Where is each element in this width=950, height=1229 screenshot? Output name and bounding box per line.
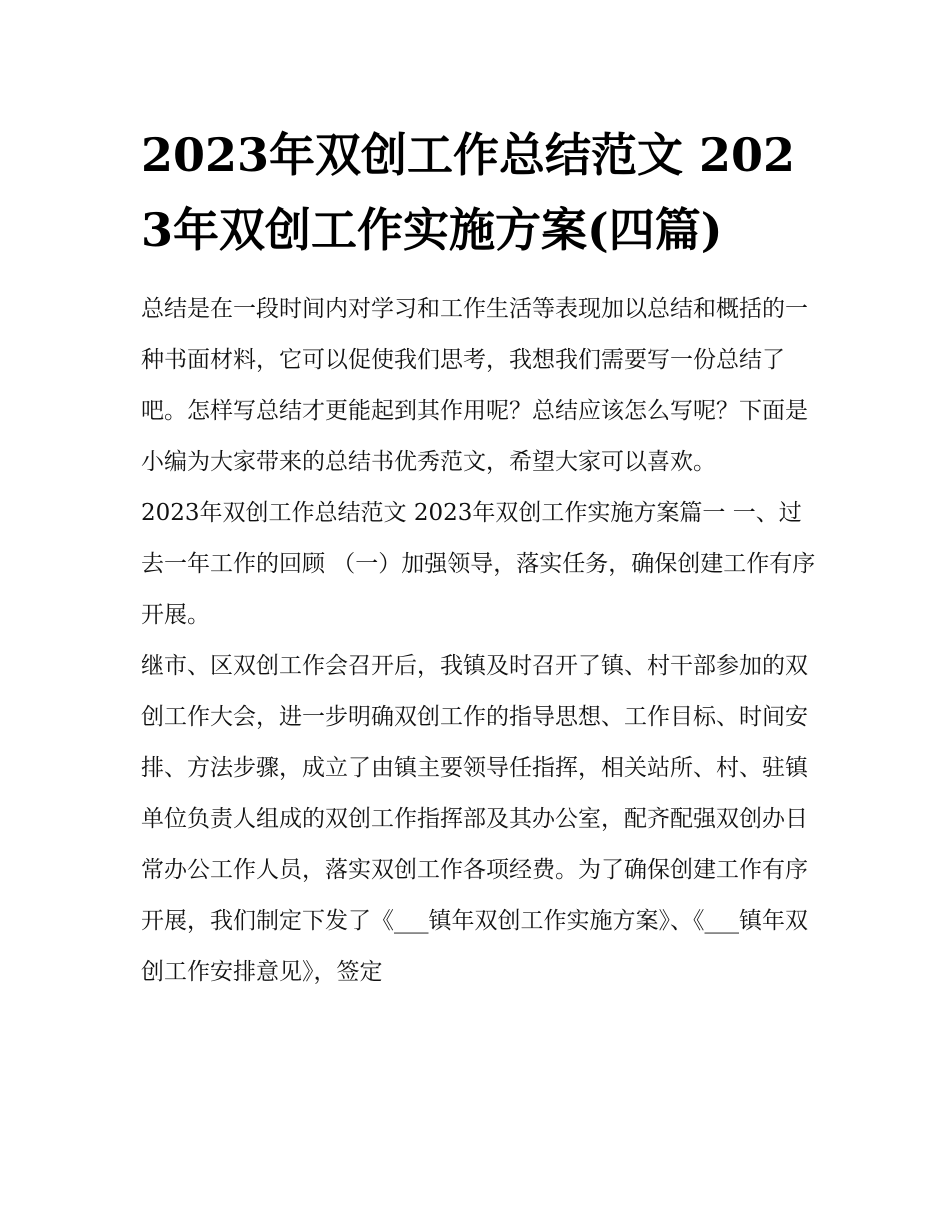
document-page (141, 118, 816, 998)
document-title: 2023年双创工作总结范文 2023年双创工作实施方案(四篇) (141, 128, 796, 257)
document-body (141, 284, 816, 998)
body-paragraph: 继市、区双创工作会召开后，我镇及时召开了镇、村干部参加的双创工作大会，进一步明确双创工作的指导思想、工作目标、时间安排、方法步骤，成立了由镇主要领导任指挥，相关站所、村、驻镇单位负责人组成的双创工作指挥部及其办公室，配齐配强双创办日常办公工作人员，落实双创工作各项经费。为了确保创建工作有序开展，我们制定下发了《___镇年双创工作实施方案》、《___镇年双创工作安排意见》，签定 (141, 653, 808, 985)
section-one-heading-paragraph: 2023年双创工作总结范文 2023年双创工作实施方案篇一 一、过去一年工作的回顾 （一）加强领导，落实任务，确保创建工作有序开展。 (141, 500, 816, 628)
intro-paragraph: 总结是在一段时间内对学习和工作生活等表现加以总结和概括的一种书面材料，它可以促使我们思考，我想我们需要写一份总结了吧。怎样写总结才更能起到其作用呢？总结应该怎么写呢？下面是小编为大家带来的总结书优秀范文，希望大家可以喜欢。 (141, 296, 808, 475)
